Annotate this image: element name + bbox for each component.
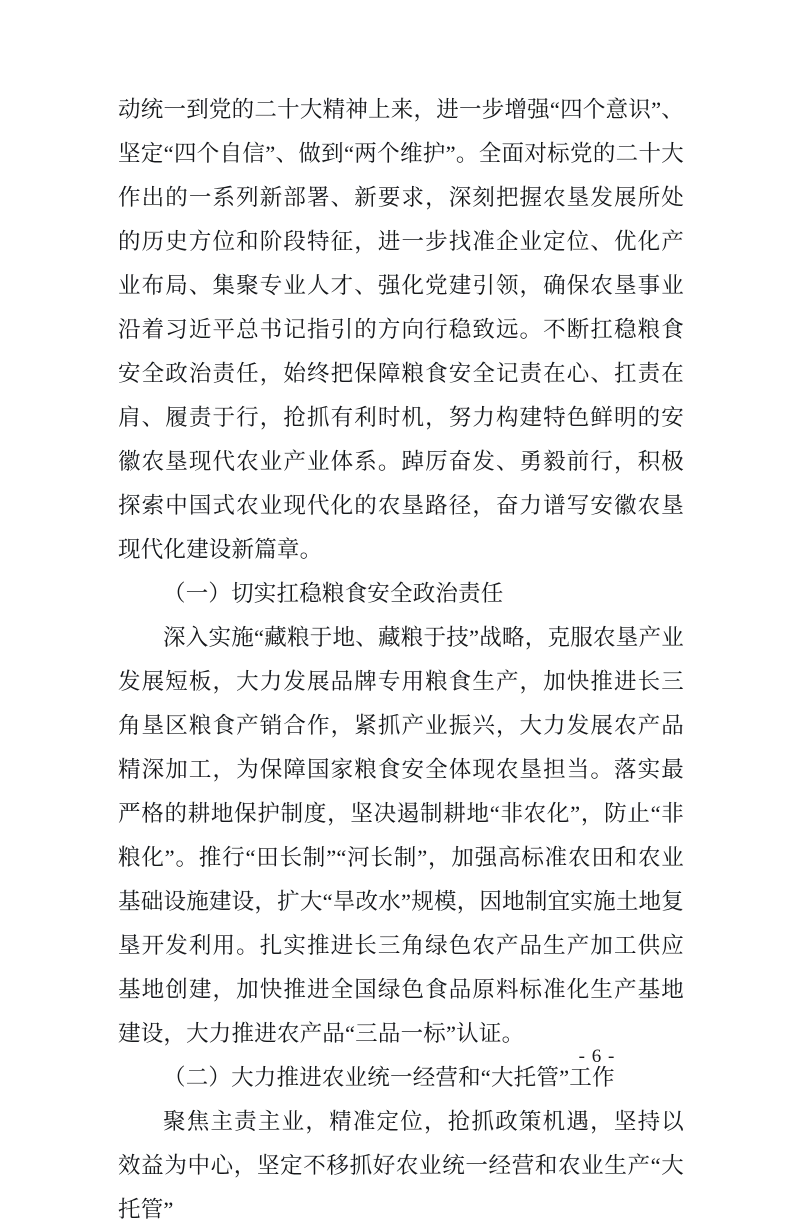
paragraph-section-1-body: 深入实施“藏粮于地、藏粮于技”战略，克服农垦产业发展短板，大力发展品牌专用粮食生产，加快推进长三角垦区粮食产销合作，紧抓产业振兴，大力发展农产品精深加工，为保障国家粮食安全体现农垦担当。落实最严格的耕地保护制度，坚决遏制耕地“非农化”，防止“非粮化”。推行“田长制”“河长制”，加强高标准农田和农业基础设施建设，扩大“旱改水”规模，因地制宜实施土地复垦开发利用。扎实推进长三角绿色农产品生产加工供应基地创建，加快推进全国绿色食品原料标准化生产基地建设，大力推进农产品“三品一标”认证。 [118, 625, 684, 1046]
section-heading-2: （二）大力推进农业统一经营和“大托管”工作 [163, 1065, 615, 1090]
section-heading-1: （一）切实扛稳粮食安全政治责任 [163, 581, 504, 606]
page-number-label: - 6 - [578, 1046, 616, 1067]
page-number [0, 1046, 794, 1068]
paragraph-continued: 动统一到党的二十大精神上来，进一步增强“四个意识”、坚定“四个自信”、做到“两个维护”。全面对标党的二十大作出的一系列新部署、新要求，深刻把握农垦发展所处的历史方位和阶段特征，进一步找准企业定位、优化产业布局、集聚专业人才、强化党建引领，确保农垦事业沿着习近平总书记指引的方向行稳致远。不断扛稳粮食安全政治责任，始终把保障粮食安全记责在心、扛责在肩、履责于行，抢抓有利时机，努力构建特色鲜明的安徽农垦现代农业产业体系。踔厉奋发、勇毅前行，积极探索中国式农业现代化的农垦路径，奋力谱写安徽农垦现代化建设新篇章。 [118, 97, 684, 562]
paragraph-section-2-body: 聚焦主责主业，精准定位，抢抓政策机遇，坚持以效益为中心，坚定不移抓好农业统一经营和农业生产“大托管” [118, 1109, 684, 1222]
